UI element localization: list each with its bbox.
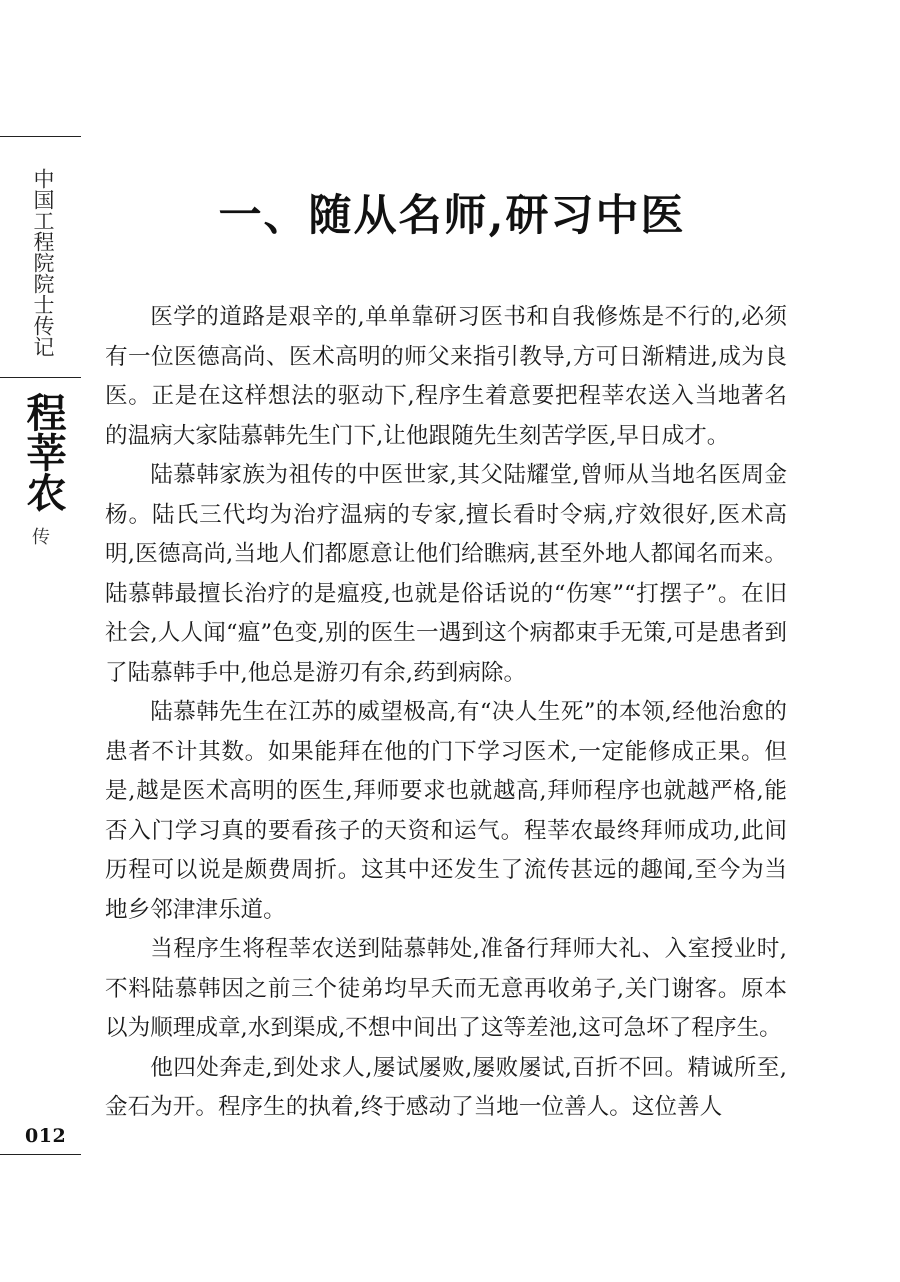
page-number: 012 [25, 1125, 67, 1147]
paragraph: 陆慕韩先生在江苏的威望极高,有“决人生死”的本领,经他治愈的患者不计其数。如果能拜在他的门下学习医术,一定能修成正果。但是,越是医术高明的医生,拜师要求也就越高,拜师程序也就越严格,能否入门学习真的要看孩子的天资和运气。程莘农最终拜师成功,此间历程可以说是颇费周折。这其中还发生了流传甚远的趣闻,至今为当地乡邻津津乐道。 [105, 699, 787, 923]
paragraph: 医学的道路是艰辛的,单单靠研习医书和自我修炼是不行的,必须有一位医德高尚、医术高明的师父来指引教导,方可日渐精进,成为良医。正是在这样想法的驱动下,程序生着意要把程莘农送入当地著名的温病大家陆慕韩先生门下,让他跟随先生刻苦学医,早日成才。 [105, 304, 787, 449]
person-name-suffix: 传 [32, 527, 50, 548]
paragraph: 陆慕韩家族为祖传的中医世家,其父陆耀堂,曾师从当地名医周金杨。陆氏三代均为治疗温病的专家,擅长看时令病,疗效很好,医术高明,医德高尚,当地人们都愿意让他们给瞧病,甚至外地人都闻名而来。陆慕韩最擅长治疗的是瘟疫,也就是俗话说的“伤寒”“打摆子”。在旧社会,人人闻“瘟”色变,别的医生一遇到这个病都束手无策,可是患者到了陆慕韩手中,他总是游刃有余,药到病除。 [105, 462, 787, 686]
sidebar-top-rule [0, 136, 81, 137]
chapter-title: 一、随从名师,研习中医 [218, 191, 686, 241]
body-text [105, 298, 787, 1128]
sidebar-bottom-rule [0, 1154, 81, 1155]
paragraph: 他四处奔走,到处求人,屡试屡败,屡败屡试,百折不回。精诚所至,金石为开。程序生的执着,终于感动了当地一位善人。这位善人 [105, 1054, 787, 1120]
series-title: 中国工程院院士传记 [31, 168, 55, 357]
paragraph: 当程序生将程莘农送到陆慕韩处,准备行拜师大礼、入室授业时,不料陆慕韩因之前三个徒弟均早夭而无意再收弟子,关门谢客。原本以为顺理成章,水到渠成,不想中间出了这等差池,这可急坏了程序生。 [105, 936, 787, 1041]
person-name: 程莘农 [20, 392, 67, 512]
sidebar-middle-rule [0, 377, 81, 378]
